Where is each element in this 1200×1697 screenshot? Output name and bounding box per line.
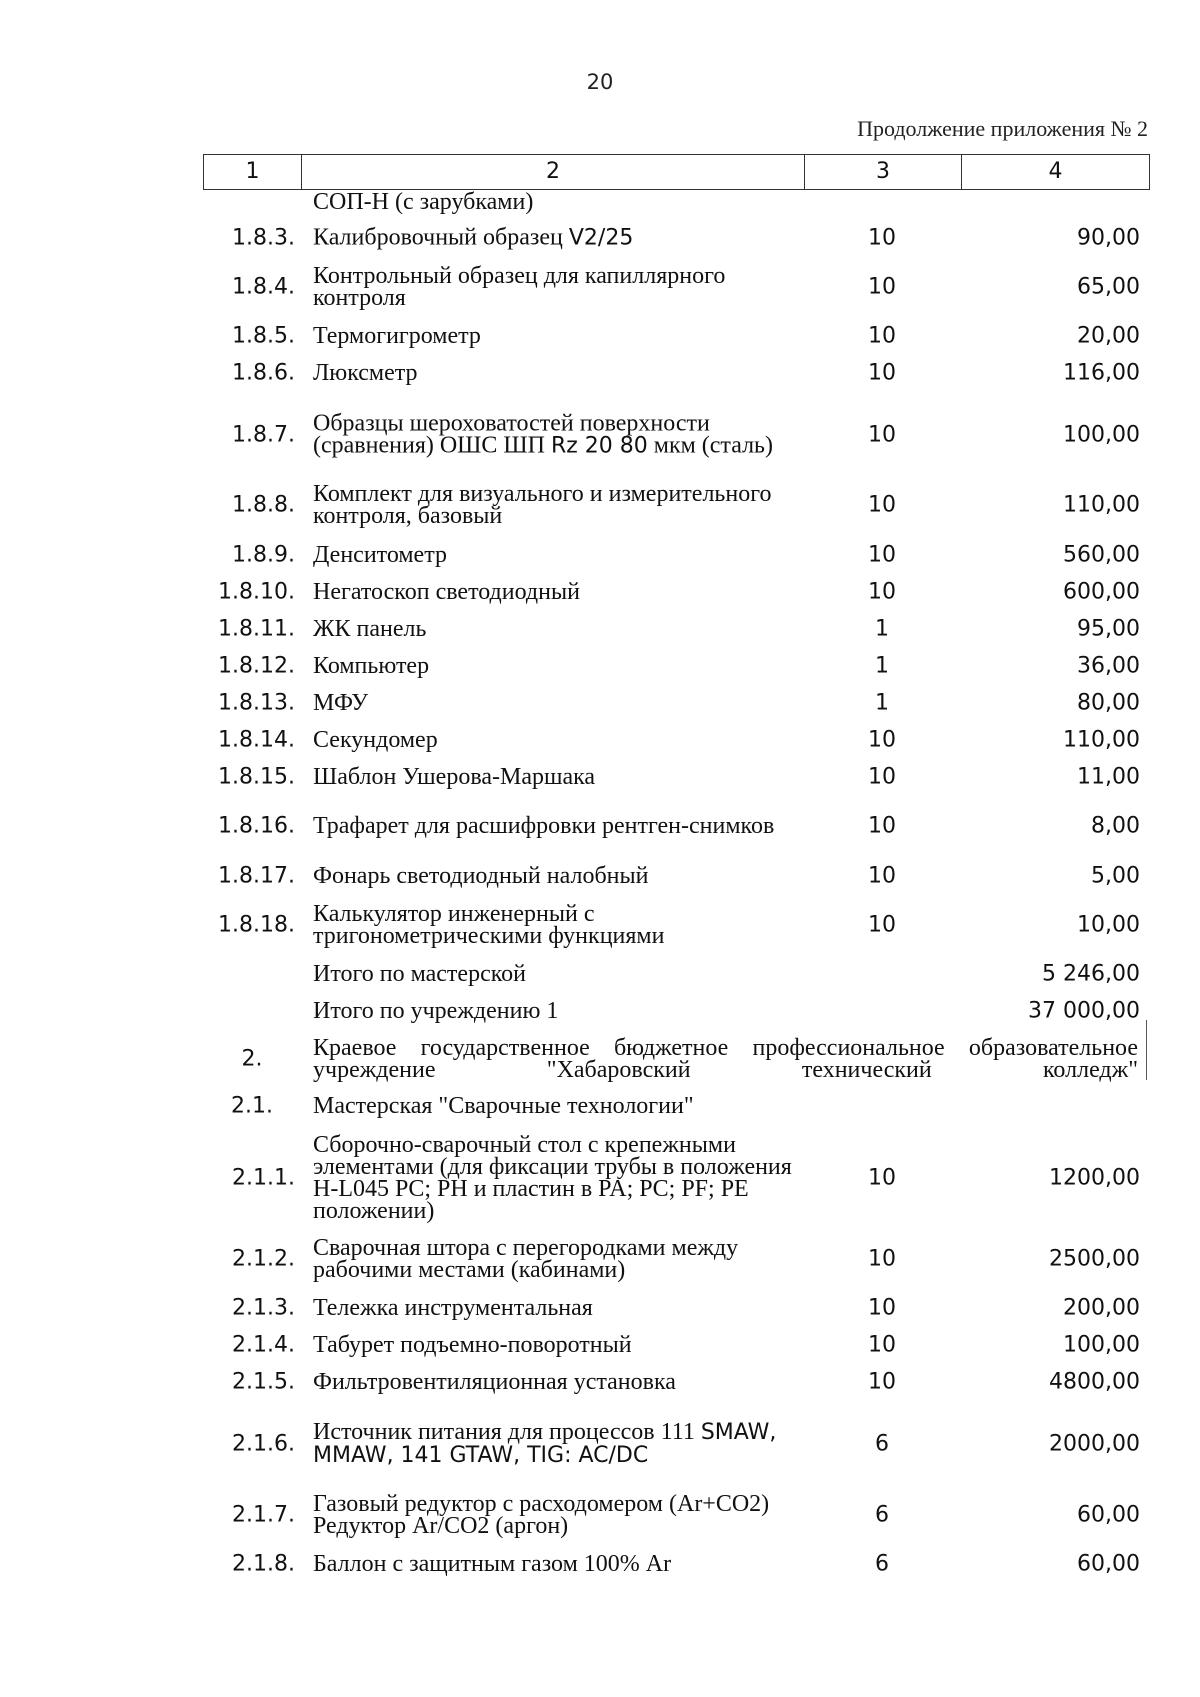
table-row [203,858,1150,894]
table-row [203,574,1150,610]
item-name: Шаблон Ушерова-Маршака [313,764,596,790]
table-row [203,537,1150,573]
total-row [203,993,1150,1029]
total-row [203,956,1150,992]
item-number: 2.1.4. [232,1332,295,1358]
item-name: Секундомер [313,727,438,753]
total-label: Итого по мастерской [313,961,526,987]
item-name: Компьютер [313,653,430,679]
item-quantity: 10 [868,1165,896,1191]
section-row [203,1034,1150,1084]
item-number: 1.8.6. [232,360,295,386]
item-quantity: 10 [868,542,896,568]
table-row [203,685,1150,721]
item-quantity: 6 [875,1502,889,1528]
item-quantity: 10 [868,225,896,251]
section-number: 2.1. [231,1093,273,1119]
item-number: 1.8.17. [218,863,295,889]
item-quantity: 10 [868,863,896,889]
item-number: 2.1.1. [232,1165,295,1191]
item-price: 95,00 [1077,616,1140,642]
table-row [203,220,1150,256]
item-name: Фонарь светодиодный налобный [313,863,649,889]
item-name: Термогигрометр [313,323,481,349]
item-price: 60,00 [1077,1551,1140,1577]
table-row [203,398,1150,472]
item-price: 5,00 [1091,863,1140,889]
item-quantity: 10 [868,1332,896,1358]
header-col-4: 4 [1048,159,1063,184]
item-number: 1.8.11. [218,616,295,642]
item-price: 200,00 [1063,1295,1140,1321]
item-price: 60,00 [1077,1502,1140,1528]
item-price: 20,00 [1077,323,1140,349]
item-number: 1.8.10. [218,579,295,605]
item-number: 2.1.5. [232,1369,295,1395]
total-value: 37 000,00 [1028,998,1140,1024]
item-price: 10,00 [1077,912,1140,938]
item-price: 2500,00 [1049,1246,1140,1272]
item-quantity: 10 [868,360,896,386]
item-quantity: 1 [875,690,889,716]
item-number: 1.8.16. [218,813,295,839]
table-row [203,722,1150,758]
item-number: 1.8.12. [218,653,295,679]
item-quantity: 10 [868,1369,896,1395]
item-number: 2.1.8. [232,1551,295,1577]
table-row [203,1406,1150,1482]
item-name: Калибровочный образец V2/25 [313,224,634,251]
item-name: Газовый редуктор с расходомером (Ar+CO2) Редуктор Ar/CO2 (аргон) [313,1491,770,1539]
item-name: Калькулятор инженерный с тригонометрическими функциями [313,901,665,949]
item-number: 1.8.7. [232,422,295,448]
table-row [203,801,1150,851]
table-row [203,611,1150,647]
table-row [203,355,1150,391]
item-number: 2.1.3. [232,1295,295,1321]
item-name: Комплект для визуального и измерительного контроля, базовый [313,481,772,529]
item-number: 1.8.13. [218,690,295,716]
item-number: 1.8.3. [232,225,295,251]
item-quantity: 10 [868,323,896,349]
total-value: 5 246,00 [1042,961,1140,987]
item-price: 110,00 [1063,492,1140,518]
item-quantity: 10 [868,764,896,790]
item-price: 116,00 [1063,360,1140,386]
table-row [203,1490,1150,1540]
item-price: 1200,00 [1049,1165,1140,1191]
item-number: 1.8.9. [232,542,295,568]
item-name: Контрольный образец для капиллярного контроля [313,263,726,311]
item-name: Сварочная штора с перегородками между рабочими местами (кабинами) [313,1235,739,1283]
header-col-1: 1 [204,155,302,189]
table-row [203,262,1150,312]
table-header [203,154,1150,190]
item-name: СОП-Н (с зарубками) [313,189,534,215]
header-col-2: 2 [302,155,805,189]
table-row [203,648,1150,684]
section-name: Краевое государственное бюджетное профессиональное образовательное учреждение "Хабаровский технический колледж" [313,1035,1138,1083]
item-name: Негатоскоп светодиодный [313,579,580,605]
item-price: 100,00 [1063,1332,1140,1358]
item-number: 1.8.15. [218,764,295,790]
table-row [203,1290,1150,1326]
item-quantity: 6 [875,1551,889,1577]
header-col-3: 3 [805,155,962,189]
cell-border [1146,1020,1147,1080]
item-number: 1.8.4. [232,274,295,300]
item-name: Люксметр [313,360,418,386]
item-name: МФУ [313,690,369,716]
continuation-row [203,188,1150,216]
item-price: 110,00 [1063,727,1140,753]
item-quantity: 1 [875,616,889,642]
item-price: 560,00 [1063,542,1140,568]
item-price: 8,00 [1091,813,1140,839]
item-price: 80,00 [1077,690,1140,716]
item-name: Сборочно-сварочный стол с крепежными элементами (для фиксации трубы в положения H-L045 PC; PH и пластин в PA; PC; PF; PE положении) [313,1132,792,1224]
item-name: Фильтровентиляционная установка [313,1369,676,1395]
item-price: 11,00 [1077,764,1140,790]
item-quantity: 10 [868,422,896,448]
item-quantity: 10 [868,579,896,605]
item-number: 1.8.8. [232,492,295,518]
page-number: 20 [586,70,614,94]
item-price: 2000,00 [1049,1431,1140,1457]
item-price: 4800,00 [1049,1369,1140,1395]
item-quantity: 10 [868,727,896,753]
item-price: 100,00 [1063,422,1140,448]
table-row [203,1364,1150,1400]
item-name: Табурет подъемно-поворотный [313,1332,632,1358]
item-price: 600,00 [1063,579,1140,605]
table-row [203,1327,1150,1363]
item-number: 2.1.7. [232,1502,295,1528]
table-row [203,900,1150,950]
item-quantity: 1 [875,653,889,679]
item-number: 2.1.2. [232,1246,295,1272]
item-number: 1.8.5. [232,323,295,349]
item-name: Источник питания для процессов 111 SMAW, MMAW, 141 GTAW, TIG: AC/DC [313,1419,777,1468]
table-row [203,480,1150,530]
item-name: Образцы шероховатостей поверхности (сравнения) ОШС ШП Rz 20 80 мкм (сталь) [313,410,773,459]
item-price: 65,00 [1077,274,1140,300]
item-price: 36,00 [1077,653,1140,679]
item-quantity: 10 [868,1246,896,1272]
item-quantity: 10 [868,274,896,300]
item-quantity: 10 [868,912,896,938]
table-row [203,1234,1150,1284]
total-label: Итого по учреждению 1 [313,998,559,1024]
table-row [203,1546,1150,1582]
section-number: 2. [241,1046,263,1072]
item-name: ЖК панель [313,616,427,642]
table-row [203,318,1150,354]
section-row [203,1088,1150,1124]
section-name: Мастерская "Сварочные технологии" [313,1093,694,1119]
item-quantity: 10 [868,492,896,518]
item-number: 2.1.6. [232,1431,295,1457]
item-quantity: 6 [875,1431,889,1457]
appendix-note: Продолжение приложения № 2 [857,116,1148,141]
item-name: Трафарет для расшифровки рентген-снимков [313,813,775,839]
item-price: 90,00 [1077,225,1140,251]
item-name: Баллон с защитным газом 100% Ar [313,1551,672,1577]
item-number: 1.8.18. [218,912,295,938]
item-quantity: 10 [868,813,896,839]
item-number: 1.8.14. [218,727,295,753]
table-row [203,759,1150,795]
item-name: Тележка инструментальная [313,1295,593,1321]
item-quantity: 10 [868,1295,896,1321]
item-name: Денситометр [313,542,447,568]
table-row [203,1128,1150,1228]
